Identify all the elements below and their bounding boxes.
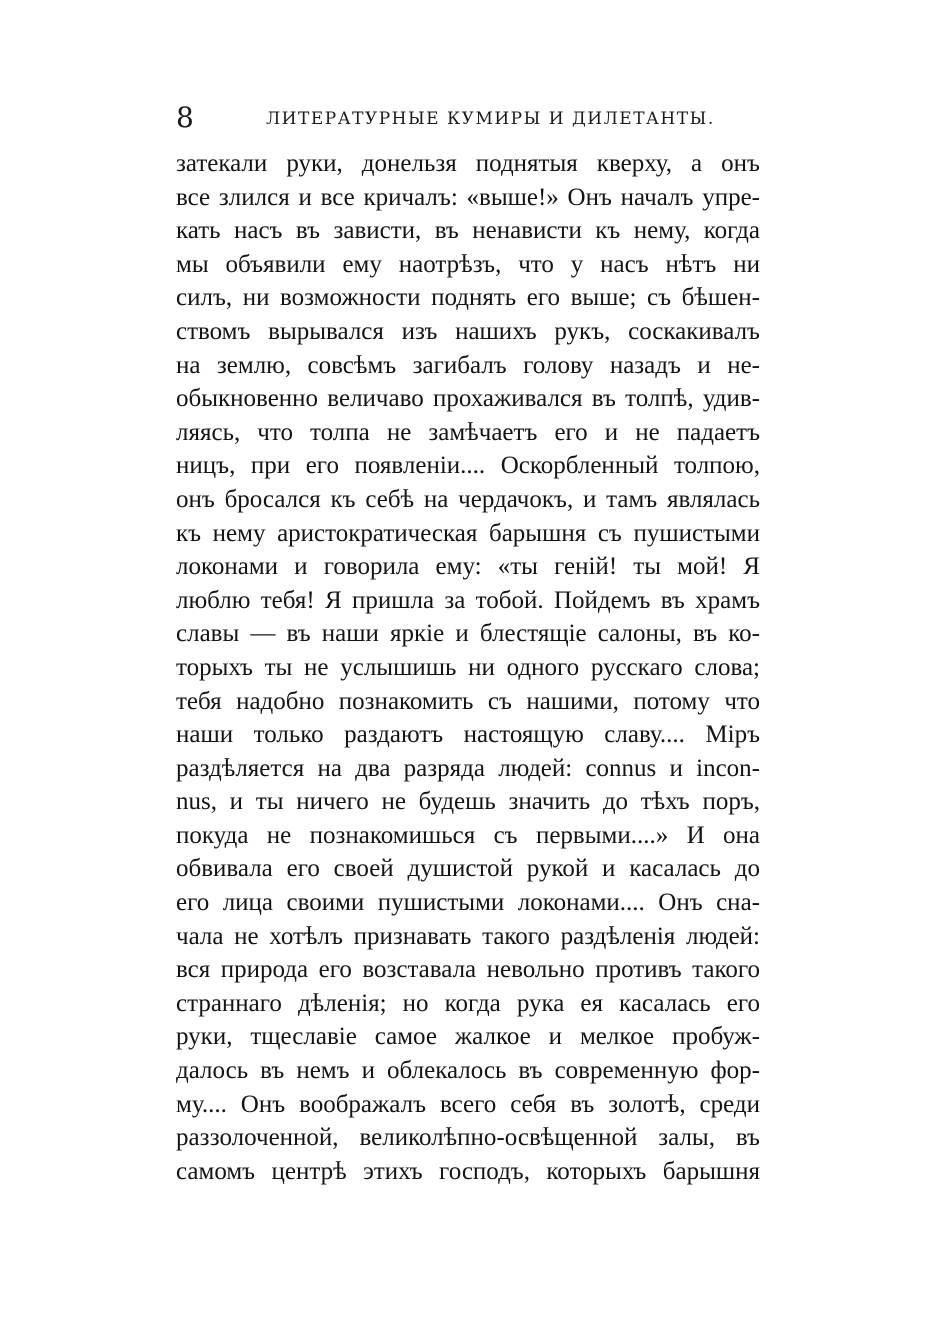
text-line: ницъ, при его появленіи.... Оскорбленный толпою, (176, 452, 760, 480)
text-line: далось въ немъ и облекалось въ современную фор- (176, 1057, 760, 1085)
text-line: покуда не познакомишься съ первыми....» И она (176, 821, 760, 849)
running-head (176, 100, 772, 136)
text-line: вся природа его возставала невольно противъ такого (176, 956, 760, 984)
text-line: тебя надобно познакомить съ нашими, потому что (176, 687, 760, 715)
text-line: локонами и говорила ему: «ты геній! ты мой! Я (176, 553, 760, 581)
text-line: онъ бросался къ себѣ на чердачокъ, и тамъ являлась (176, 485, 760, 513)
text-line: силъ, ни возможности поднять его выше; съ бѣшен- (176, 284, 760, 312)
text-line: мы объявили ему наотрѣзъ, что у насъ нѣтъ ни (176, 250, 760, 278)
text-line: му.... Онъ воображалъ всего себя въ золотѣ, среди (176, 1090, 760, 1118)
text-line: ствомъ вырывался изъ нашихъ рукъ, соскакивалъ (176, 317, 760, 345)
text-line: чала не хотѣлъ признавать такого раздѣленія людей: (176, 922, 760, 950)
text-line: ляясь, что толпа не замѣчаетъ его и не падаетъ (176, 418, 760, 446)
page-number: 8 (176, 101, 194, 134)
body-text (176, 147, 760, 1188)
text-line: на землю, совсѣмъ загибалъ голову назадъ и не- (176, 351, 760, 379)
text-line: раззолоченной, великолѣпно-освѣщенной залы, въ (176, 1124, 760, 1152)
text-line: затекали руки, донельзя поднятыя кверху, а онъ (176, 150, 760, 177)
text-line: торыхъ ты не услышишь ни одного русскаго слова; (176, 653, 760, 681)
running-title: ЛИТЕРАТУРНЫЕ КУМИРЫ И ДИЛЕТАНТЫ. (266, 109, 715, 129)
text-line: все злился и все кричалъ: «выше!» Онъ началъ упре- (176, 183, 760, 211)
text-line: руки, тщеславіе самое жалкое и мелкое пробуж- (176, 1023, 760, 1051)
text-line: обвивала его своей душистой рукой и касалась до (176, 855, 760, 883)
text-line: самомъ центрѣ этихъ господъ, которыхъ барышня (176, 1157, 760, 1185)
text-line: nus, и ты ничего не будешь значить до тѣхъ поръ, (176, 788, 760, 816)
text-line: кать насъ въ зависти, въ ненависти къ нему, когда (176, 217, 760, 245)
text-line: къ нему аристократическая барышня съ пушистыми (176, 519, 760, 547)
text-line: наши только раздаютъ настоящую славу.... Міръ (176, 721, 760, 749)
text-line: славы — въ наши яркіе и блестящіе салоны, въ ко- (176, 620, 760, 648)
text-line: люблю тебя! Я пришла за тобой. Пойдемъ въ храмъ (176, 586, 760, 614)
text-line: страннаго дѣленія; но когда рука ея касалась его (176, 989, 760, 1017)
text-line: раздѣляется на два разряда людей: connus и incon- (176, 754, 760, 782)
text-line: обыкновенно величаво прохаживался въ толпѣ, удив- (176, 385, 760, 413)
text-line: его лица своими пушистыми локонами.... Онъ сна- (176, 889, 760, 917)
